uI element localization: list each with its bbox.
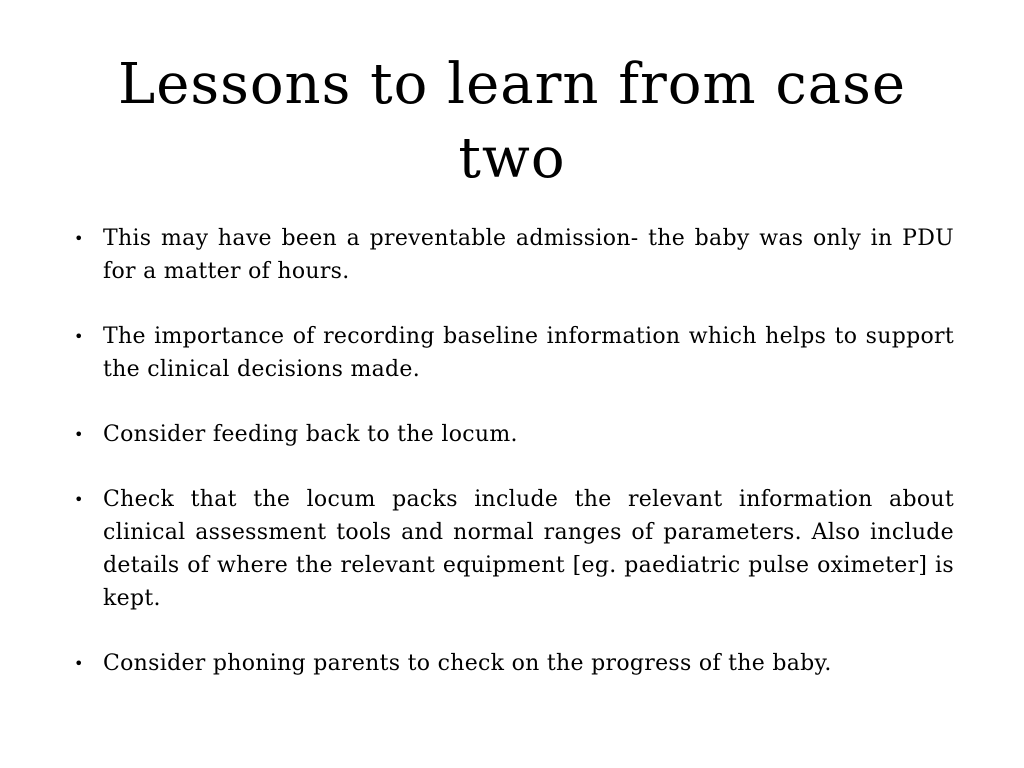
- bullet-item: [70, 418, 954, 451]
- bullet-icon: •: [74, 229, 84, 248]
- bullet-icon: •: [74, 425, 84, 444]
- bullet-text: Consider phoning parents to check on the progress of the baby.: [103, 651, 832, 676]
- bullet-item: [70, 222, 954, 288]
- bullet-item: [70, 483, 954, 615]
- bullet-text: Check that the locum packs include the relevant information about clinical assessment tools and normal ranges of parameters. Also include details of where the relevant equipment [eg. paediatric pulse oximeter] is kept.: [103, 487, 954, 611]
- bullet-text: Consider feeding back to the locum.: [103, 422, 518, 447]
- bullet-icon: •: [74, 327, 84, 346]
- slide-title: Lessons to learn from case two: [118, 52, 906, 191]
- bullet-item: [70, 320, 954, 386]
- bullet-text: This may have been a preventable admission- the baby was only in PDU for a matter of hours.: [103, 226, 954, 284]
- bullet-item: [70, 647, 954, 680]
- bullet-icon: •: [74, 490, 84, 509]
- bullet-list: [70, 222, 954, 712]
- bullet-text: The importance of recording baseline information which helps to support the clinical decisions made.: [103, 324, 954, 382]
- bullet-icon: •: [74, 654, 84, 673]
